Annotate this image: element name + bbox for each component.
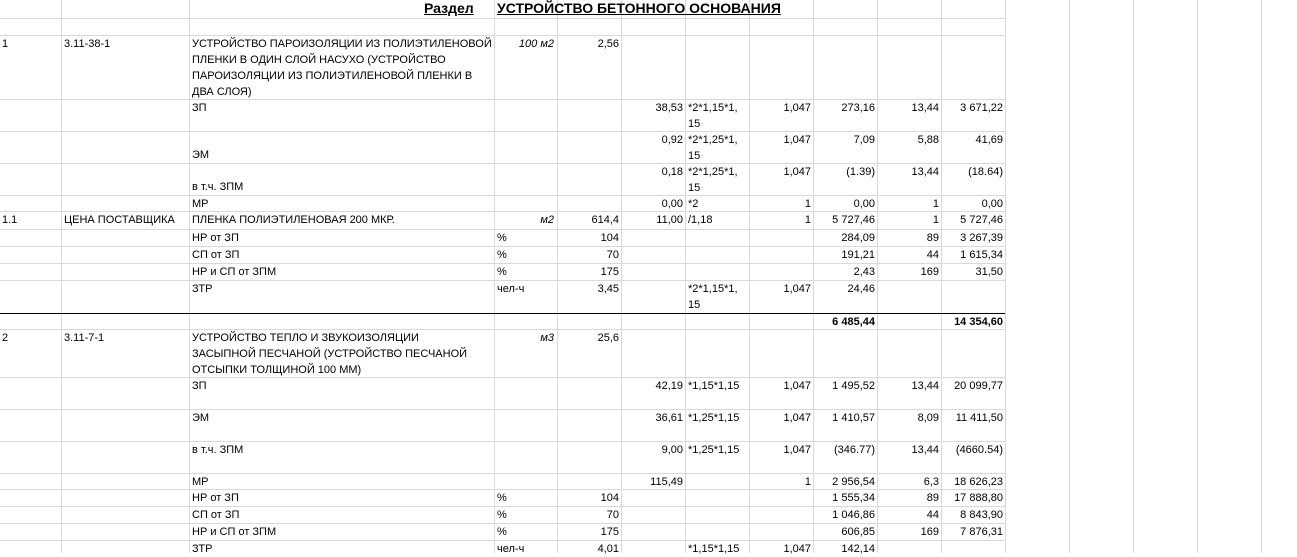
item-unit: % xyxy=(497,526,507,538)
index: 1 xyxy=(932,214,939,226)
item-number: 2 xyxy=(2,332,9,344)
row-label: НР и СП от ЗПМ xyxy=(192,526,277,538)
row-label: ЗТР xyxy=(192,543,213,555)
sum-base: 24,46 xyxy=(847,283,875,295)
sum-current: 11 411,50 xyxy=(955,412,1003,424)
factor: 1,047 xyxy=(783,543,811,555)
coefficient: *2*1,15*1, xyxy=(688,283,738,295)
item-code: 3.11-38-1 xyxy=(64,38,111,50)
row-label: ЗП xyxy=(192,102,207,114)
gridline-v xyxy=(621,0,622,553)
row-label: ЭМ xyxy=(192,412,210,424)
index: 44 xyxy=(926,509,939,521)
gridline-v xyxy=(494,0,495,553)
row-label: в т.ч. ЗПМ xyxy=(192,181,244,193)
row-label: в т.ч. ЗПМ xyxy=(192,444,244,456)
item-qty: 3,45 xyxy=(597,283,619,295)
sum-base: (1.39) xyxy=(846,166,875,178)
base-price: 0,92 xyxy=(661,134,683,146)
factor: 1,047 xyxy=(783,444,811,456)
sum-current: (4660.54) xyxy=(955,444,1003,456)
section-label: Раздел xyxy=(424,0,474,16)
gridline-v xyxy=(1069,0,1070,553)
sum-current: 18 626,23 xyxy=(954,476,1003,488)
base-price: 42,19 xyxy=(655,380,683,392)
base-price: 38,53 xyxy=(655,102,683,114)
factor: 1,047 xyxy=(783,166,811,178)
item-unit: 100 м2 xyxy=(518,38,554,50)
sum-base: 284,09 xyxy=(841,232,875,244)
index: 13,44 xyxy=(911,380,939,392)
factor: 1,047 xyxy=(783,102,811,114)
row-label: СП от ЗП xyxy=(192,249,240,261)
item-number: 1 xyxy=(2,38,9,50)
item-qty: 2,56 xyxy=(597,38,619,50)
factor: 1,047 xyxy=(783,412,811,424)
row-label: МР xyxy=(192,198,209,210)
base-price: 0,18 xyxy=(661,166,683,178)
row-label: ЭМ xyxy=(192,149,210,161)
row-label: НР и СП от ЗПМ xyxy=(192,266,277,278)
factor: 1,047 xyxy=(783,134,811,146)
coefficient: /1,18 xyxy=(688,214,713,226)
sum-base: 273,16 xyxy=(841,102,875,114)
sum-current: 1 615,34 xyxy=(960,249,1003,261)
index: 8,09 xyxy=(917,412,939,424)
item-unit: % xyxy=(497,266,507,278)
total-current: 14 354,60 xyxy=(954,316,1003,328)
item-code: ЦЕНА ПОСТАВЩИКА xyxy=(64,214,175,226)
row-label: МР xyxy=(192,476,209,488)
index: 13,44 xyxy=(911,166,939,178)
item-unit: % xyxy=(497,249,507,261)
item-unit: м2 xyxy=(540,214,554,226)
sum-current: 8 843,90 xyxy=(960,509,1003,521)
index: 13,44 xyxy=(911,102,939,114)
item-unit: м3 xyxy=(540,332,554,344)
index: 169 xyxy=(920,266,939,278)
row-label: ЗТР xyxy=(192,283,213,295)
sum-base: 1 495,52 xyxy=(832,380,875,392)
gridline-v xyxy=(1133,0,1134,553)
gridline-v xyxy=(61,0,62,553)
sum-base: (346.77) xyxy=(834,444,875,456)
gridline-h xyxy=(0,18,1005,19)
row-label: ЗП xyxy=(192,380,207,392)
item-name: УСТРОЙСТВО ПАРОИЗОЛЯЦИИ ИЗ ПОЛИЭТИЛЕНОВОЙ ПЛЕНКИ В ОДИН СЛОЙ НАСУХО (УСТРОЙСТВО ПАРОИЗОЛЯЦИИ ИЗ ПОЛИЭТИЛЕНОВОЙ ПЛЕНКИ В ДВА СЛОЯ) xyxy=(192,38,492,98)
coefficient: *1,25*1,15 xyxy=(688,412,740,424)
item-name: УСТРОЙСТВО ТЕПЛО И ЗВУКОИЗОЛЯЦИИ ЗАСЫПНОЙ ПЕСЧАНОЙ (УСТРОЙСТВО ПЕСЧАНОЙ ОТСЫПКИ ТОЛЩИНОЙ 100 ММ) xyxy=(192,332,468,376)
sum-base: 2,43 xyxy=(853,266,875,278)
coefficient: *1,25*1,15 xyxy=(688,444,740,456)
index: 89 xyxy=(926,492,939,504)
coefficient: *2 xyxy=(688,198,699,210)
sum-current: 17 888,80 xyxy=(954,492,1003,504)
index: 44 xyxy=(926,249,939,261)
sum-base: 606,85 xyxy=(841,526,875,538)
sum-base: 191,21 xyxy=(841,249,875,261)
item-number: 1.1 xyxy=(2,214,18,226)
coefficient: *2*1,15*1, xyxy=(688,102,738,114)
item-code: 3.11-7-1 xyxy=(64,332,105,344)
gridline-v xyxy=(749,0,750,553)
gridline-v xyxy=(1005,0,1006,553)
sum-current: 5 727,46 xyxy=(960,214,1003,226)
sum-current: 41,69 xyxy=(975,134,1003,146)
coefficient: *1,15*1,15 xyxy=(688,543,740,555)
row-label: СП от ЗП xyxy=(192,509,240,521)
sum-current: 31,50 xyxy=(975,266,1003,278)
sum-base: 1 410,57 xyxy=(832,412,875,424)
item-name: ПЛЕНКА ПОЛИЭТИЛЕНОВАЯ 200 МКР. xyxy=(192,214,395,226)
item-qty: 104 xyxy=(600,232,619,244)
sum-base: 1 046,86 xyxy=(832,509,875,521)
coefficient-cont: 15 xyxy=(688,299,701,311)
base-price: 0,00 xyxy=(661,198,683,210)
sum-current: 3 671,22 xyxy=(960,102,1003,114)
sum-current: 3 267,39 xyxy=(960,232,1003,244)
factor: 1 xyxy=(804,214,811,226)
sum-current: 0,00 xyxy=(981,198,1003,210)
item-qty: 175 xyxy=(600,266,619,278)
sum-base: 7,09 xyxy=(853,134,875,146)
factor: 1 xyxy=(804,198,811,210)
base-price: 36,61 xyxy=(655,412,683,424)
sum-current: 20 099,77 xyxy=(954,380,1003,392)
index: 1 xyxy=(932,198,939,210)
section-title: УСТРОЙСТВО БЕТОННОГО ОСНОВАНИЯ xyxy=(497,0,781,16)
row-label: НР от ЗП xyxy=(192,232,239,244)
coefficient: *2*1,25*1, xyxy=(688,134,738,146)
gridline-v xyxy=(189,0,190,553)
base-price: 9,00 xyxy=(661,444,683,456)
item-unit: чел-ч xyxy=(497,543,525,555)
item-qty: 25,6 xyxy=(597,332,619,344)
coefficient-cont: 15 xyxy=(688,150,701,162)
item-unit: чел-ч xyxy=(497,283,525,295)
item-unit: % xyxy=(497,509,507,521)
item-qty: 70 xyxy=(606,509,619,521)
index: 89 xyxy=(926,232,939,244)
base-price: 11,00 xyxy=(656,214,683,226)
item-qty: 104 xyxy=(600,492,619,504)
item-qty: 70 xyxy=(606,249,619,261)
gridline-v xyxy=(685,0,686,553)
row-label: НР от ЗП xyxy=(192,492,239,504)
total-base: 6 485,44 xyxy=(832,316,875,328)
factor: 1,047 xyxy=(783,380,811,392)
coefficient: *1,15*1,15 xyxy=(688,380,740,392)
index: 6,3 xyxy=(923,476,939,488)
sum-base: 0,00 xyxy=(853,198,875,210)
item-qty: 614,4 xyxy=(591,214,619,226)
gridline-v xyxy=(1197,0,1198,553)
sum-current: (18.64) xyxy=(968,166,1003,178)
base-price: 115,49 xyxy=(650,476,683,488)
sum-base: 142,14 xyxy=(841,543,875,555)
item-qty: 4,01 xyxy=(597,543,619,555)
item-qty: 175 xyxy=(600,526,619,538)
coefficient: *2*1,25*1, xyxy=(688,166,738,178)
item-unit: % xyxy=(497,492,507,504)
coefficient-cont: 15 xyxy=(688,182,701,194)
coefficient-cont: 15 xyxy=(688,118,701,130)
index: 13,44 xyxy=(911,444,939,456)
sum-base: 5 727,46 xyxy=(832,214,875,226)
factor: 1 xyxy=(804,476,811,488)
item-unit: % xyxy=(497,232,507,244)
index: 5,88 xyxy=(917,134,939,146)
gridline-v xyxy=(1261,0,1262,553)
sum-current: 7 876,31 xyxy=(960,526,1003,538)
sum-base: 2 956,54 xyxy=(832,476,875,488)
index: 169 xyxy=(920,526,939,538)
factor: 1,047 xyxy=(783,283,811,295)
sum-base: 1 555,34 xyxy=(832,492,875,504)
